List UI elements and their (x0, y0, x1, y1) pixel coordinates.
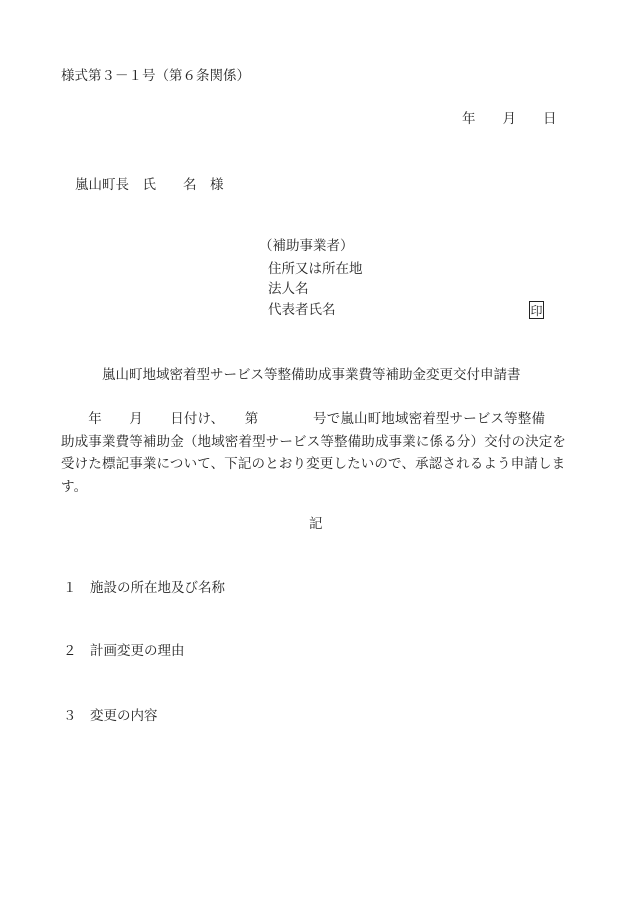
list-item: ３ 変更の内容 (63, 708, 158, 724)
body-line: 受けた標記事業について、下記のとおり変更したいので、承認されるよう申請しま (61, 456, 566, 472)
address-label: 住所又は所在地 (268, 261, 363, 277)
seal-box: 印 (529, 301, 544, 319)
form-number: 様式第３－１号（第６条関係） (61, 68, 250, 84)
body-paragraph (61, 408, 575, 498)
list-item: ２ 計画変更の理由 (63, 643, 185, 659)
corporation-label: 法人名 (268, 281, 309, 297)
representative-label: 代表者氏名 (268, 302, 336, 318)
applicant-heading: （補助事業者） (259, 238, 354, 254)
body-line: 年 月 日付け、 第 号で嵐山町地域密着型サービス等整備 (61, 411, 546, 427)
body-line: す。 (61, 478, 88, 495)
list-item: １ 施設の所在地及び名称 (63, 580, 225, 596)
addressee: 嵐山町長 氏 名 様 (75, 177, 224, 193)
body-line: 助成事業費等補助金（地域密着型サービス等整備助成事業に係る分）交付の決定を (61, 433, 567, 450)
ki-heading: 記 (309, 516, 323, 532)
date-line: 年 月 日 (462, 111, 557, 127)
document-title: 嵐山町地域密着型サービス等整備助成事業費等補助金変更交付申請書 (102, 367, 521, 383)
